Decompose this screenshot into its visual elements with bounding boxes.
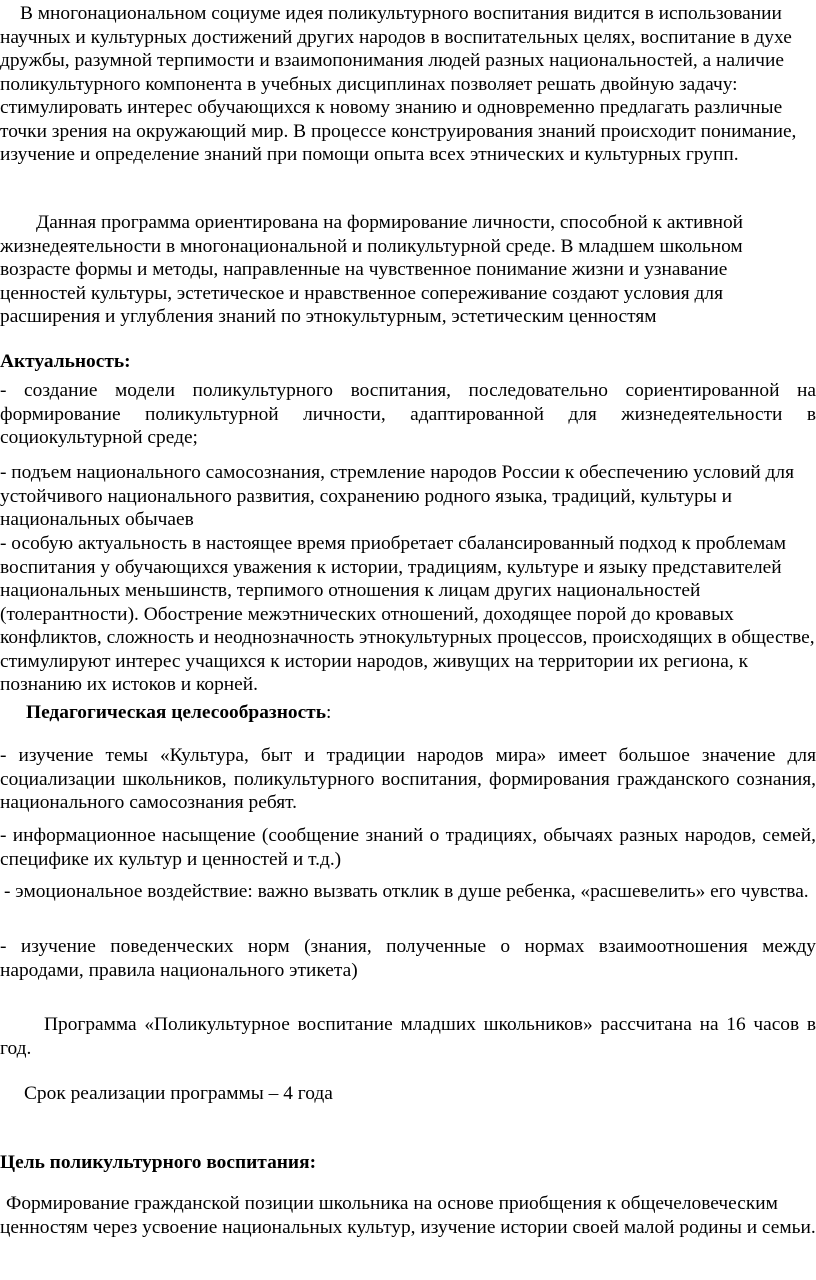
pedagogical-heading: Педагогическая целесообразность: [26, 702, 326, 723]
goal-heading: Цель поликультурного воспитания:: [0, 1152, 317, 1173]
relevance-item-2: - подъем национального самосознания, стремление народов России к обеспечению условий для устойчивого национального развития, сохранению родного языка, традиций, культуры и национальных обычаев: [0, 462, 795, 530]
pedagogical-item-3: - эмоциональное воздействие: важно вызвать отклик в душе ребенка, «расшевелить» его чувства.: [4, 881, 809, 902]
pedagogical-item-1: - изучение темы «Культура, быт и традиции народов мира» имеет большое значение для социализации школьников, поликультурного воспитания, формирования гражданского сознания, национального самосознания ребят.: [0, 745, 816, 813]
pedagogical-heading-colon: :: [325, 702, 332, 723]
duration-paragraph: Срок реализации программы – 4 года: [24, 1083, 333, 1104]
intro-paragraph-2: Данная программа ориентирована на формирование личности, способной к активной жизнедеятельности в многонациональной и поликультурной среде. В младшем школьном возрасте формы и методы, направленные на чувственное понимание жизни и узнавание ценностей культуры, эстетическое и нравственное сопереживание создают условия для расширения и углубления знаний по этнокультурным, эстетическим ценностям: [0, 212, 744, 327]
program-hours-paragraph: Программа «Поликультурное воспитание младших школьников» рассчитана на 16 часов в год.: [0, 1014, 816, 1059]
relevance-heading: Актуальность:: [0, 351, 131, 372]
intro-paragraph-1: В многонациональном социуме идея поликультурного воспитания видится в использовании научных и культурных достижений других народов в воспитательных целях, воспитание в духе дружбы, разумной терпимости и взаимопонимания людей разных национальностей, а наличие поликультурного компонента в учебных дисциплинах позволяет решать двойную задачу: стимулировать интерес обучающихся к новому знанию и одновременно предлагать различные точки зрения на окружающий мир. В процессе конструирования знаний происходит понимание, изучение и определение знаний при помощи опыта всех этнических и культурных групп.: [0, 3, 797, 165]
relevance-item-1: - создание модели поликультурного воспитания, последовательно сориентированной на формирование поликультурной личности, адаптированной для жизнедеятельности в социокультурной среде;: [0, 380, 816, 448]
goal-paragraph: Формирование гражданской позиции школьника на основе приобщения к общечеловеческим ценностям через усвоение национальных культур, изучение истории своей малой родины и семьи.: [0, 1193, 816, 1238]
pedagogical-item-2: - информационное насыщение (сообщение знаний о традициях, обычаях разных народов, семей, специфике их культур и ценностей и т.д.): [0, 825, 816, 870]
relevance-item-3: - особую актуальность в настоящее время приобретает сбалансированный подход к проблемам воспитания у обучающихся уважения к истории, традициям, культуре и языку представителей национальных меньшинств, терпимого отношения к лицам других национальностей (толерантности). Обострение межэтнических отношений, доходящее порой до кровавых конфликтов, сложность и неоднозначность этнокультурных процессов, происходящих в обществе, стимулируют интерес учащихся к истории народов, живущих на территории их региона, к познанию их истоков и корней.: [0, 533, 815, 695]
pedagogical-item-4: - изучение поведенческих норм (знания, полученные о нормах взаимоотношения между народами, правила национального этикета): [0, 936, 816, 981]
pedagogical-heading-line: [0, 701, 816, 725]
